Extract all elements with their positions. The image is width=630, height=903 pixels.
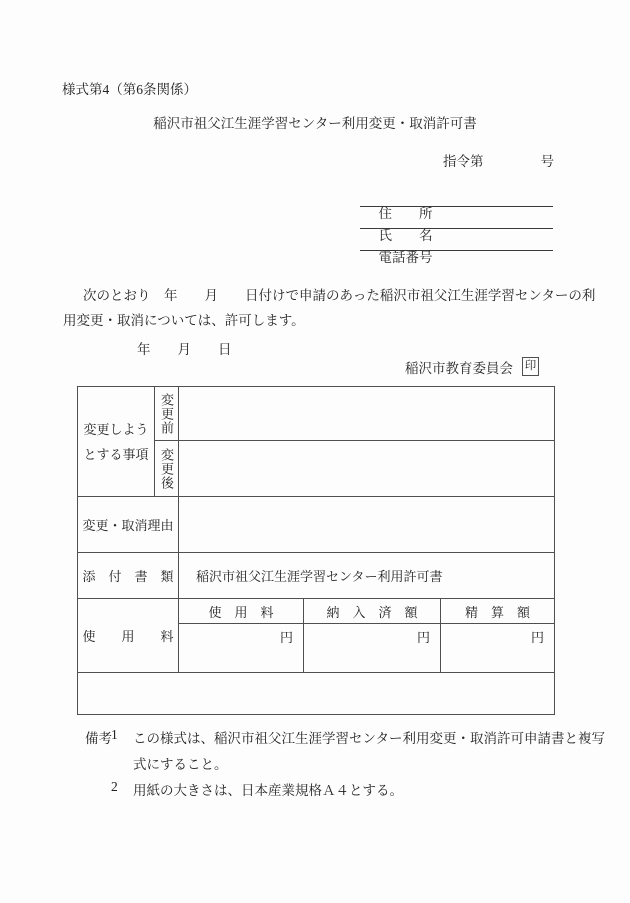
phone-field bbox=[360, 230, 553, 265]
reason-label: 変更・取消理由 bbox=[78, 497, 179, 553]
form-number: 様式第4（第6条関係） bbox=[62, 82, 197, 97]
issuer-name: 稲沢市教育委員会 bbox=[405, 361, 513, 376]
fee-column-header-usage: 使 用 料 bbox=[179, 599, 304, 624]
permit-detail-table bbox=[77, 386, 555, 715]
name-field bbox=[360, 208, 553, 243]
notes-heading: 備考 bbox=[85, 731, 112, 746]
fee-column-header-paid: 納 入 済 額 bbox=[304, 599, 441, 624]
reason-value-cell bbox=[179, 497, 554, 553]
page-title: 稲沢市祖父江生涯学習センター利用変更・取消許可書 bbox=[153, 116, 477, 131]
official-seal-box: 印 bbox=[522, 357, 539, 376]
body-text-line-1: 次のとおり 年 月 日付けで申請のあった稲沢市祖父江生涯学習センターの利 bbox=[83, 288, 596, 303]
note-2-text-line-1: 用紙の大きさは、日本産業規格Ａ４とする。 bbox=[133, 783, 403, 798]
fee-usage-amount-cell: 円 bbox=[179, 624, 304, 673]
fee-settlement-amount-cell: 円 bbox=[441, 624, 554, 673]
attachments-label: 添 付 書 類 bbox=[78, 553, 179, 599]
note-1-text-line-2: 式にすること。 bbox=[133, 757, 228, 772]
directive-suffix: 号 bbox=[540, 154, 554, 169]
extra-blank-row bbox=[78, 673, 554, 714]
name-label: 氏 名 bbox=[378, 228, 433, 243]
before-change-label: 変更前 bbox=[155, 387, 179, 441]
note-1-text-line-1: この様式は、稲沢市祖父江生涯学習センター利用変更・取消許可申請書と複写 bbox=[133, 731, 605, 746]
fee-column-header-settlement: 精 算 額 bbox=[441, 599, 554, 624]
directive-number-line bbox=[443, 150, 554, 170]
after-change-value-cell bbox=[179, 441, 554, 497]
phone-label: 電話番号 bbox=[378, 250, 433, 265]
address-label: 住 所 bbox=[378, 206, 433, 221]
before-change-value-cell bbox=[179, 387, 554, 441]
note-2-number: 2 bbox=[111, 779, 118, 794]
attachments-value-cell: 稲沢市祖父江生涯学習センター利用許可書 bbox=[179, 553, 554, 599]
body-text-line-2: 用変更・取消については、許可します。 bbox=[63, 313, 305, 328]
fee-row-label: 使 用 料 bbox=[78, 599, 179, 673]
note-1-number: 1 bbox=[111, 727, 118, 742]
address-field bbox=[360, 186, 553, 221]
issue-date-line: 年 月 日 bbox=[137, 342, 232, 357]
change-items-label: 変更しよう とする事項 bbox=[78, 387, 155, 497]
after-change-label: 変更後 bbox=[155, 441, 179, 497]
issuer-line bbox=[405, 357, 539, 377]
directive-prefix: 指令第 bbox=[443, 154, 484, 169]
fee-paid-amount-cell: 円 bbox=[304, 624, 441, 673]
